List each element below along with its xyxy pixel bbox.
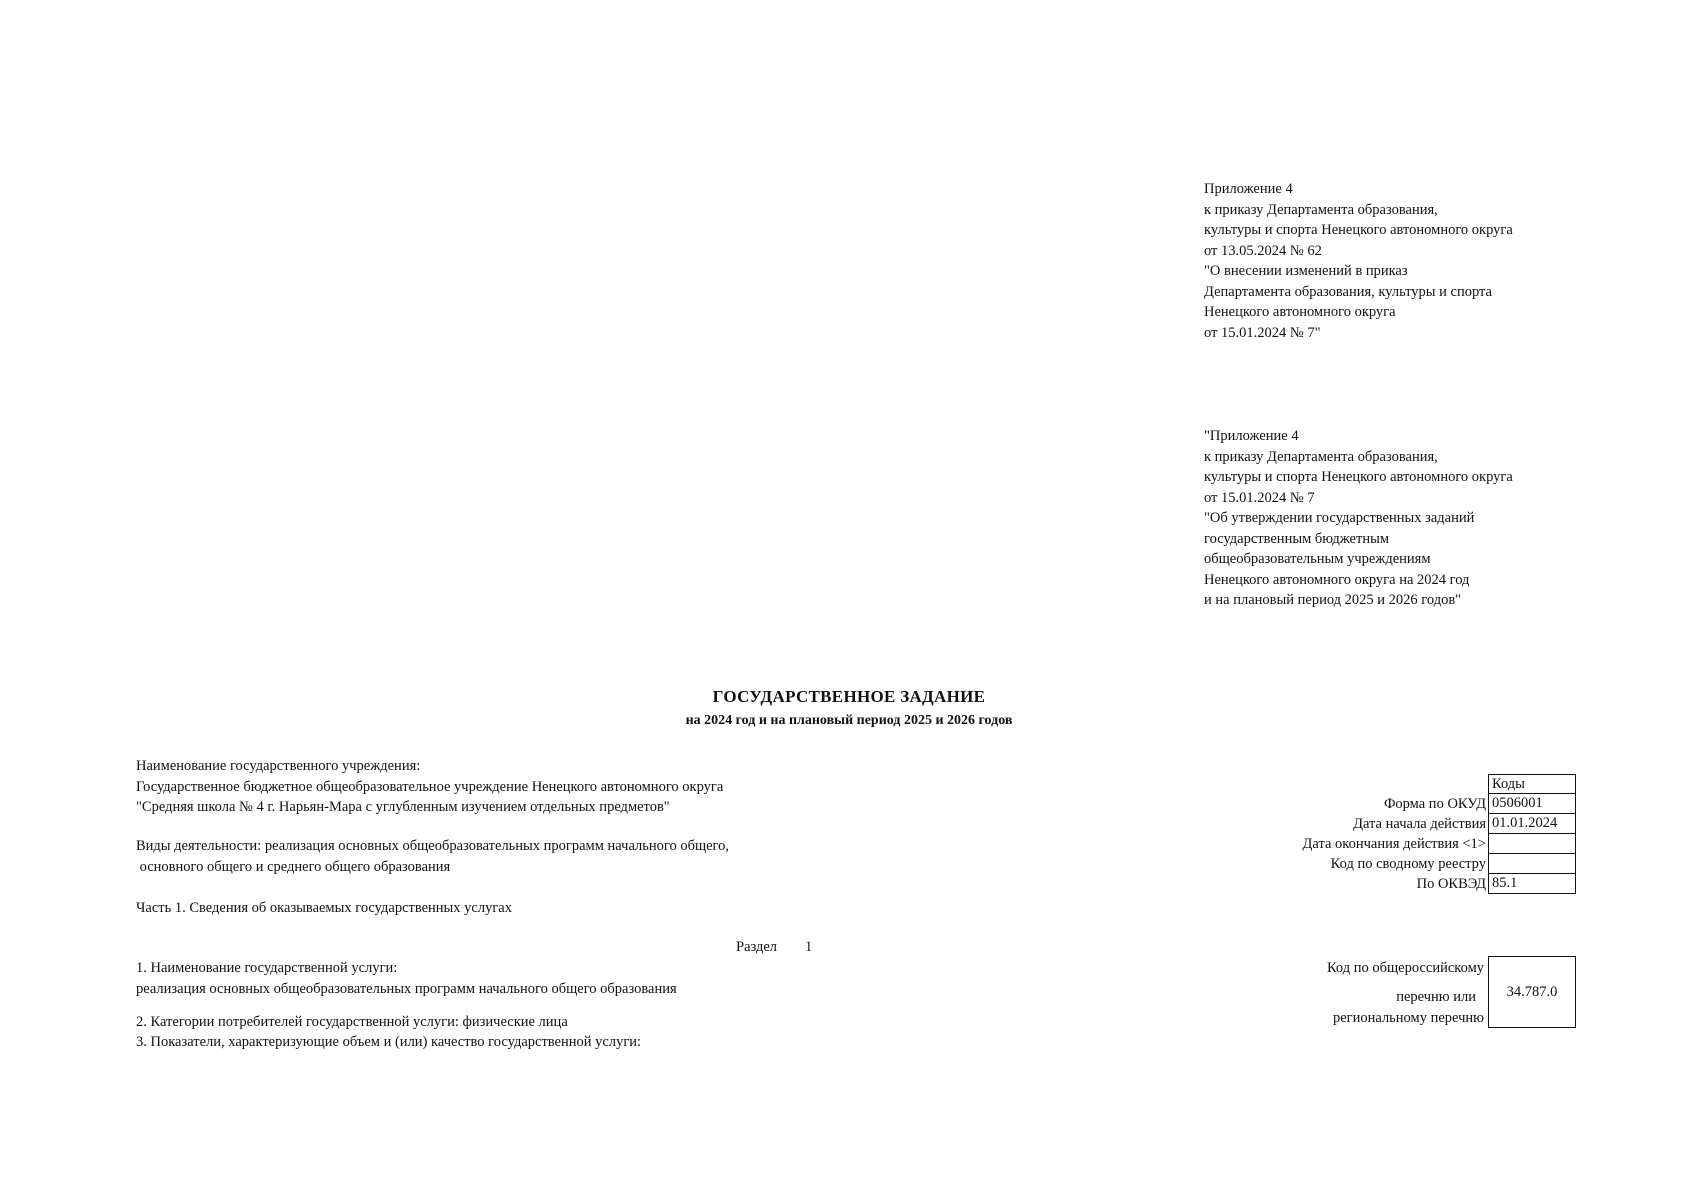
document-subtitle: на 2024 год и на плановый период 2025 и 2026 годов [685,713,1013,728]
appendix-line: Департамента образования, культуры и спорта [1204,283,1492,300]
section-label-text: Раздел [736,939,778,955]
appendix-line: от 15.01.2024 № 7" [1204,324,1321,341]
codes-row-label: Дата окончания действия <1> [1302,836,1486,852]
section-label [736,937,812,958]
registry-label-line: Код по общероссийскому [1326,960,1484,976]
appendix-line: "Об утверждении государственных заданий [1204,510,1475,526]
codes-row [1180,874,1576,894]
appendix-line: от 13.05.2024 № 62 [1204,242,1322,259]
section-number: 1 [805,939,813,955]
service-name-value: реализация основных общеобразовательных программ начального общего образования [136,980,677,997]
appendix-current [1204,179,1674,343]
institution-name-line: Государственное бюджетное общеобразовательное учреждение Ненецкого автономного округа [136,778,724,795]
institution-block [136,756,896,818]
institution-label: Наименование государственного учреждения: [136,758,421,774]
registry-label-line: региональному перечню [1332,1010,1484,1026]
appendix-line: "О внесении изменений в приказ [1204,263,1408,279]
appendix-line: "Приложение 4 [1204,428,1299,444]
codes-row [1180,854,1576,874]
codes-row-label: Код по сводному реестру [1330,856,1486,872]
appendix-line: Ненецкого автономного округа на 2024 год [1204,571,1470,588]
institution-name-line: "Средняя школа № 4 г. Нарьян-Мара с углубленным изучением отдельных предметов" [136,799,670,815]
codes-header: Коды [1488,774,1576,794]
registry-label-line: перечню или [1396,989,1476,1005]
registry-code-value: 34.787.0 [1488,956,1576,1028]
service-consumers: 2. Категории потребителей государственной услуги: физические лица [136,1014,568,1030]
codes-row-value: 0506001 [1488,794,1576,814]
codes-row-label: По ОКВЭД [1416,876,1486,892]
appendix-original [1204,426,1674,611]
codes-row-value [1488,834,1576,854]
activities-line: основного общего и среднего общего образования [136,858,451,875]
appendix-line: от 15.01.2024 № 7 [1204,489,1315,506]
activities-block [136,836,896,877]
codes-row-value: 01.01.2024 [1488,814,1576,834]
codes-row [1180,834,1576,854]
appendix-line: к приказу Департамента образования, [1204,448,1438,465]
codes-row [1180,794,1576,814]
codes-table [1180,774,1576,894]
appendix-line: Приложение 4 [1204,181,1293,197]
activities-line: Виды деятельности: реализация основных общеобразовательных программ начального общего, [136,838,730,854]
appendix-line: культуры и спорта Ненецкого автономного округа [1204,222,1513,238]
codes-row-value: 85.1 [1488,874,1576,894]
appendix-line: культуры и спорта Ненецкого автономного округа [1204,469,1513,485]
codes-row-label: Дата начала действия [1353,816,1486,832]
service-name-label: 1. Наименование государственной услуги: [136,960,398,976]
appendix-line: Ненецкого автономного округа [1204,304,1396,320]
codes-row [1180,774,1576,794]
appendix-line: к приказу Департамента образования, [1204,201,1438,218]
codes-row-value [1488,854,1576,874]
codes-row-label: Форма по ОКУД [1383,796,1486,812]
appendix-line: и на плановый период 2025 и 2026 годов" [1204,592,1462,608]
codes-row [1180,814,1576,834]
appendix-line: общеобразовательным учреждениям [1204,551,1431,567]
service-indicators: 3. Показатели, характеризующие объем и (или) качество государственной услуги: [136,1034,642,1050]
document-title: ГОСУДАРСТВЕННОЕ ЗАДАНИЕ [712,687,986,706]
part-heading: Часть 1. Сведения об оказываемых государственных услугах [136,900,512,916]
service-name-block [136,958,896,999]
appendix-line: государственным бюджетным [1204,530,1390,547]
